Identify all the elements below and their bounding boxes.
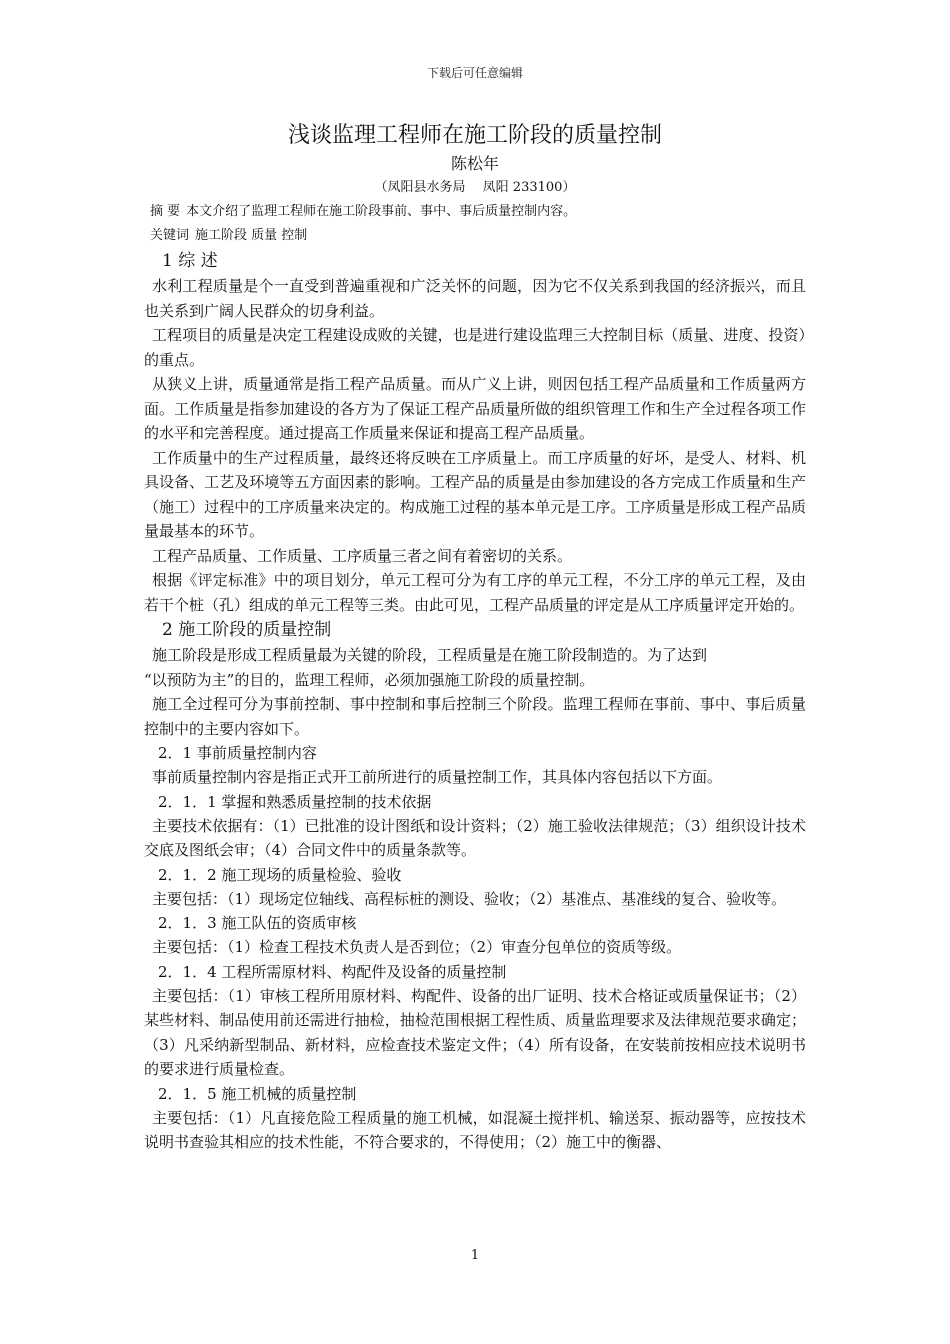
subsection-heading-2-1-3: 2．1．3 施工队伍的资质审核 (158, 914, 357, 932)
section-heading-2: 2 施工阶段的质量控制 (162, 620, 332, 640)
abstract-text: 本文介绍了监理工程师在施工阶段事前、事中、事后质量控制内容。 (186, 204, 577, 219)
paragraph: 事前质量控制内容是指正式开工前所进行的质量控制工作，其具体内容包括以下方面。 (152, 768, 723, 786)
keywords (144, 224, 806, 248)
subsection-heading-2-1-5: 2．1．5 施工机械的质量控制 (158, 1084, 357, 1103)
paragraph: 主要包括：（1）检查工程技术负责人是否到位；（2）审查分包单位的资质等级。 (152, 938, 682, 956)
paragraph: 主要技术依据有：（1）已批准的设计图纸和设计资料；（2）施工验收法律规范；（3）组织设计技术交底及图纸会审；（4）合同文件中的质量条款等。 (144, 816, 806, 859)
paragraph: 施工阶段是形成工程质量最为关键的阶段，工程质量是在施工阶段制造的。为了达到 (152, 646, 708, 664)
paper-title: 浅谈监理工程师在施工阶段的质量控制 (287, 123, 662, 148)
keywords-text: 施工阶段 质量 控制 (195, 228, 308, 243)
paragraph: 从狭义上讲，质量通常是指工程产品质量。而从广义上讲，则因包括工程产品质量和工作质量两方面。工作质量是指参加建设的各方为了保证工程产品质量所做的组织管理工作和生产全过程各项工作的水平和完善程度。通过提高工作质量来保证和提高工程产品质量。 (144, 375, 806, 442)
paragraph: 施工全过程可分为事前控制、事中控制和事后控制三个阶段。监理工程师在事前、事中、事后质量控制中的主要内容如下。 (144, 695, 806, 738)
section-heading-1: 1 综 述 (162, 251, 218, 271)
paragraph: 工程产品质量、工作质量、工序质量三者之间有着密切的关系。 (152, 546, 573, 565)
subsection-heading-2-1-4: 2．1．4 工程所需原材料、构配件及设备的质量控制 (158, 962, 507, 981)
keywords-label: 关键词 (150, 228, 190, 243)
paragraph: 主要包括：（1）凡直接危险工程质量的施工机械，如混凝土搅拌机、输送泵、振动器等，应按技术说明书查验其相应的技术性能，不符合要求的，不得使用；（2）施工中的衡器、 (144, 1108, 806, 1151)
paragraph: 工程项目的质量是决定工程建设成败的关键，也是进行建设监理三大控制目标（质量、进度、投资）的重点。 (144, 326, 806, 369)
page-number: 1 (470, 1248, 480, 1263)
author-name: 陈松年 (450, 154, 499, 173)
paragraph: 主要包括：（1）审核工程所用原材料、构配件、设备的出厂证明、技术合格证或质量保证书；（2）某些材料、制品使用前还需进行抽检，抽检范围根据工程性质、质量监理要求及法律规范要求确定；（3）凡采纳新型制品、新材料，应检查技术鉴定文件；（4）所有设备，在安装前按相应技术说明书的要求进行质量检查。 (144, 986, 806, 1078)
subsection-heading-2-1-1: 2．1．1 掌握和熟悉质量控制的技术依据 (158, 792, 432, 811)
subsection-heading-2-1-2: 2．1．2 施工现场的质量检验、验收 (158, 865, 402, 884)
paragraph: 主要包括：（1）现场定位轴线、高程标桩的测设、验收；（2）基准点、基准线的复合、验收等。 (152, 889, 787, 908)
paragraph: “以预防为主”的目的，监理工程师，必须加强施工阶段的质量控制。 (144, 670, 595, 689)
author-affiliation: （凤阳县水务局 凤阳 233100） (374, 180, 576, 195)
abstract (144, 200, 806, 224)
page-header: 下载后可任意编辑 (426, 66, 523, 80)
abstract-label: 摘 要 (150, 204, 181, 219)
paragraph: 根据《评定标准》中的项目划分，单元工程可分为有工序的单元工程，不分工序的单元工程，及由若干个桩（孔）组成的单元工程等三类。由此可见，工程产品质量的评定是从工序质量评定开始的。 (144, 571, 806, 614)
paragraph: 工作质量中的生产过程质量，最终还将反映在工序质量上。而工序质量的好坏，是受人、材料、机具设备、工艺及环境等五方面因素的影响。工程产品的质量是由参加建设的各方完成工作质量和生产（施工）过程中的工序质量来决定的。构成施工过程的基本单元是工序。工序质量是形成工程产品质量最基本的环节。 (144, 448, 806, 540)
subsection-heading-2-1: 2．1 事前质量控制内容 (158, 744, 317, 762)
document-body (144, 118, 806, 1155)
paragraph: 水利工程质量是个一直受到普遍重视和广泛关怀的问题，因为它不仅关系到我国的经济振兴，而且也关系到广阔人民群众的切身利益。 (144, 277, 806, 320)
